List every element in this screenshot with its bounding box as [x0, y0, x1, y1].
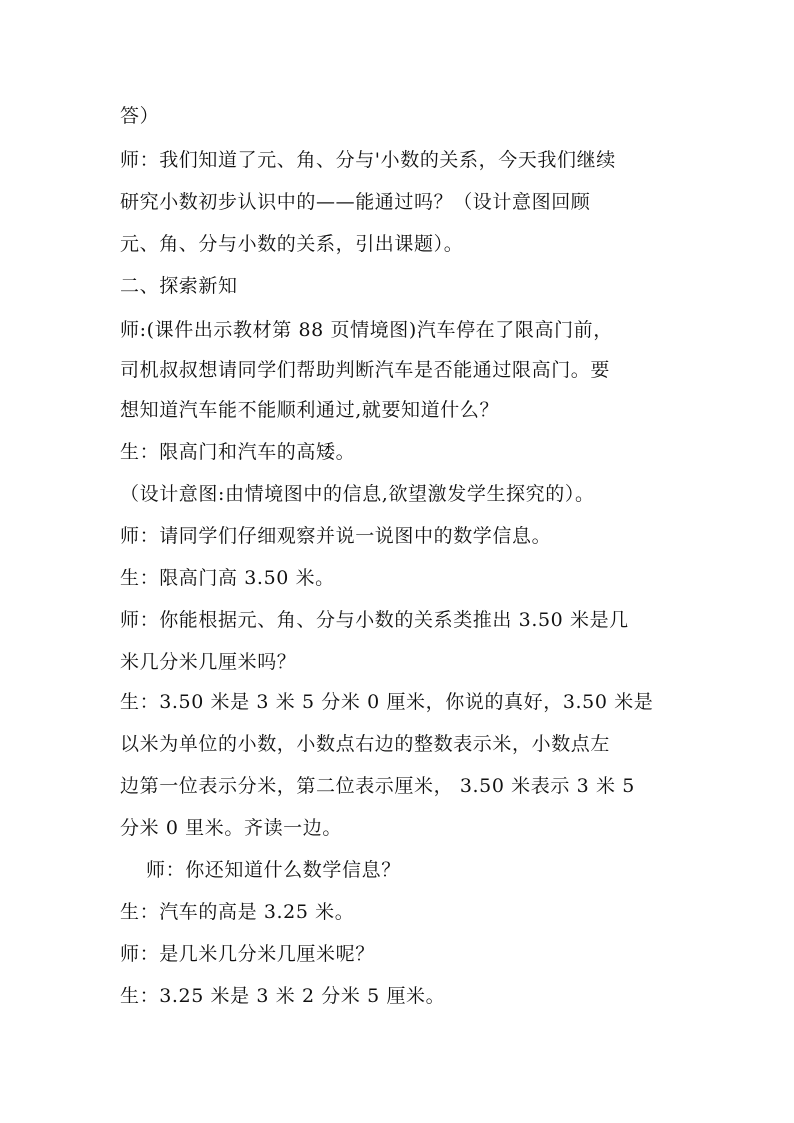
text-line: 生：限高门高 3.50 米。 — [120, 567, 335, 589]
text-line: 米几分米几厘米吗？ — [120, 651, 297, 673]
text-line: 师:(课件出示教材第 88 页情境图)汽车停在了限高门前， — [120, 319, 613, 341]
text-line: 想知道汽车能不能顺利通过,就要知道什么？ — [120, 399, 500, 421]
text-line: 生：限高门和汽车的高矮。 — [120, 441, 356, 463]
text-line: 师：是几米几分米几厘米呢？ — [120, 943, 375, 965]
text-line: 生：3.25 米是 3 米 2 分米 5 厘米。 — [120, 985, 446, 1007]
text-line: 答） — [120, 105, 160, 127]
text-line: 师：你能根据元、角、分与小数的关系类推出 3.50 米是几 — [120, 609, 629, 631]
text-line: 以米为单位的小数，小数点右边的整数表示米，小数点左 — [120, 733, 611, 755]
text-line: 师：你还知道什么数学信息？ — [146, 859, 401, 881]
text-line: 师：请同学们仔细观察并说一说图中的数学信息。 — [120, 525, 552, 547]
text-line: （设计意图:由情境图中的信息,欲望激发学生探究的）。 — [120, 483, 595, 505]
text-line: 边第一位表示分米，第二位表示厘米， 3.50 米表示 3 米 5 — [120, 775, 635, 797]
text-line: 生：汽车的高是 3.25 米。 — [120, 901, 355, 923]
text-line: 生：3.50 米是 3 米 5 分米 0 厘米，你说的真好，3.50 米是 — [120, 691, 654, 713]
text-line: 师：我们知道了元、角、分与'小数的关系，今天我们继续 — [120, 149, 616, 171]
text-line: 分米 0 里米。齐读一边。 — [120, 817, 342, 839]
text-line: 司机叔叔想请同学们帮助判断汽车是否能通过限高门。要 — [120, 359, 611, 381]
text-line: 元、角、分与小数的关系，引出课题）。 — [120, 233, 464, 255]
section-heading: 二、探索新知 — [120, 275, 238, 297]
text-line: 研究小数初步认识中的——能通过吗？（设计意图回顾 — [120, 191, 591, 213]
